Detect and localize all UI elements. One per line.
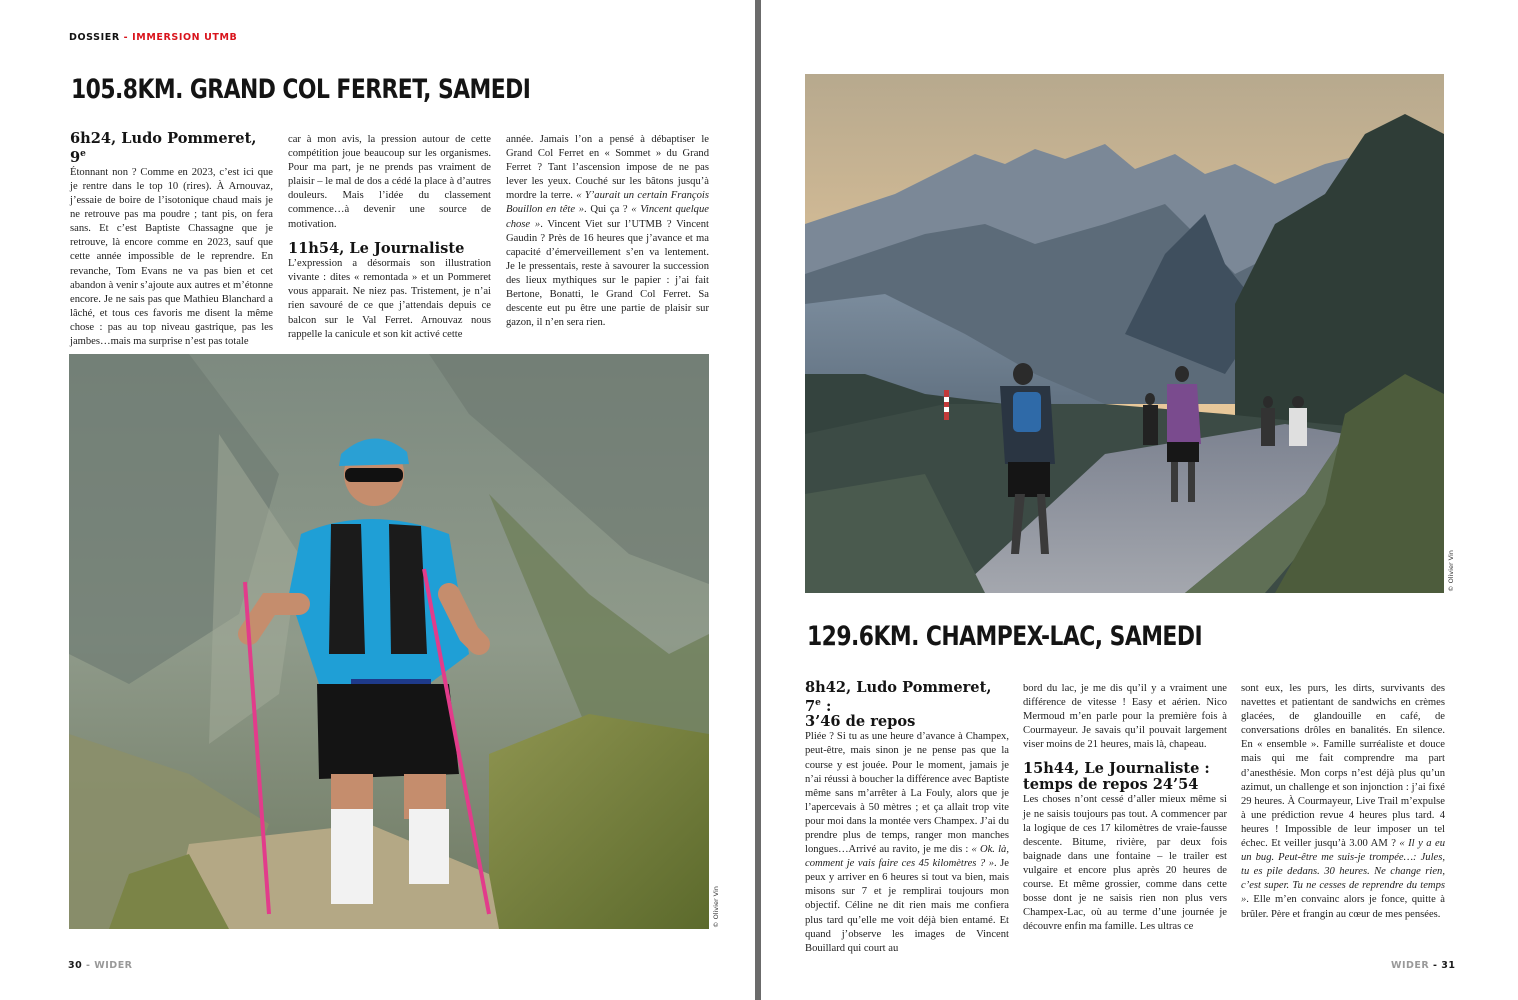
photo-credit: © Olivier Vin xyxy=(712,886,720,928)
article-column-1 xyxy=(70,131,273,349)
article-column-3 xyxy=(506,133,709,330)
body-text: Pliée ? Si tu as une heure d’avance à Champex, peut-être, mais sinon je ne pense pas que la course y est jouée. Pour le moment, jamais je n’ai réussi à boucher la différence avec Baptiste même sans m’arrêter à La Fouly, alors que je l’apercevais à 50 mètres ; et ça allait trop vite pour moi dans la montée vers Champex. J’ai du prendre plus de temps, ranger mon manches longues…Arrivé au ravito, je me dis : « Ok. là, comment je vais faire ces 45 kilomètres ? ». Je peux y arriver en 6 heures si tout va bien, mais misons sur 7 et je remplirai toujours mon objectif. Céline ne dit rien mais me confiera plus tard qu’elle me voit déjà bien entamé. Et quand j’observe les images de Vincent Bouillard qui court au xyxy=(805,731,1009,954)
body-text: L’expression a désormais son illustration vivante : dites « remontada » et un Pommeret vous apparait. Ne niez pas. Tristement, je n’ai rien savouré de ce que j’attendais depuis ce balcon sur le Val Ferret. Arnouvaz nous rappelle la canicule et son kit activé cette xyxy=(288,258,491,340)
body-text: Les choses n’ont cessé d’aller mieux même si je ne saisis toujours pas tout. A commencer par la logique de ces 17 kilomètres de vraie-fausse descente. Bitume, rivière, par deux fois baignade dans une fontaine – le trailer est vulgaire et encore plus après 20 heures de course. Et même grossier, comme dans cette bosse dont je ne saisis rien non plus vers Champex-Lac, où au terme d’une journée je découvre enfin ma famille. Les ultras ce xyxy=(1023,794,1227,933)
article-column-2 xyxy=(288,133,491,342)
article-column-3 xyxy=(1241,682,1445,922)
body-text: année. Jamais l’on a pensé à débaptiser le Grand Col Ferret en « Sommet » du Grand Ferret ? Tant l’ascension impose de ne pas lever les yeux. Couché sur les bâtons jusqu’à mordre la terre. « Y’aurait un certain François Bouillon en tête ». Qui ça ? « Vincent quelque chose ». Vincent Viet sur l’UTMB ? Vincent Gaudin ? Près de 16 heures que j’avance et ma capacité d’émerveillement s’en va lentement. Je le pressentais, reste à savourer la succession des lieux mythiques sur le papier : j’ai fait Bertone, Bonatti, le Grand Col Ferret. Sa descente eut pu être une partie de plaisir sur gazon, il n’en sera rien. xyxy=(506,134,709,329)
headline-champex-lac: 129.6KM. CHAMPEX-LAC, SAMEDI xyxy=(807,621,1203,652)
runner-photo xyxy=(69,354,709,929)
body-text: car à mon avis, la pression autour de cette compétition joue beaucoup sur les organismes. Pour ma part, je ne prends pas vraiment de plaisir – le mal de dos a cédé la place à d’autres douleurs. Mais l’idée du classement commence…à devenir une source de motivation. xyxy=(288,134,491,230)
kicker-section: DOSSIER xyxy=(69,32,120,43)
right-page xyxy=(761,0,1518,1000)
body-text: sont eux, les purs, les dirts, survivants des navettes et patientant de sandwichs en crèmes glacées, de glandouille en café, de conversations drôles en banalités. En silence. En « ensemble ». Famille surréaliste et douce mais qui me fait comprendre ma part d’anesthésie. Mon corps n’est déjà plus qu’un azimut, un challenge et son injonction : j’ai fixé 29 heures. À Courmayeur, Live Trail m’expulse à une prédiction revue 4 heures plus tard. 4 heures ! Impossible de leur imposer un tel échec. Et veiller jusqu’à 3.00 AM ? « Il y a eu un bug. Peut-être me suis-je trompée…: Jules, tu es pile dedans. 30 heures. Ne change rien, c’est super. Tu ne cesses de reprendre du temps ». Elle m’en convainc alors je fonce, quitte à brûler. Père et frangin au cœur de mes pensées. xyxy=(1241,683,1445,920)
section-kicker xyxy=(69,32,237,43)
body-text: bord du lac, je me dis qu’il y a vraiment une différence de vitesse ! Easy et aérien. Nico Mermoud m’en parle pour la première fois à Courmayeur. Je savais qu’il pouvait largement viser moins de 21 heures, mais là, chapeau. xyxy=(1023,683,1227,751)
subhead-journaliste-11h54: 11h54, Le Journaliste xyxy=(288,239,465,257)
subhead-journaliste-15h44: 15h44, Le Journaliste : temps de repos 24’54 xyxy=(1023,760,1210,793)
kicker-separator: - xyxy=(119,32,133,43)
article-column-2 xyxy=(1023,682,1227,934)
subhead-ludo-6h24: 6h24, Ludo Pommeret, 9e xyxy=(70,130,257,166)
page-folio-31: WIDER - 31 xyxy=(1391,960,1456,971)
left-page xyxy=(0,0,755,1000)
valley-trail-photo xyxy=(805,74,1444,593)
subhead-ludo-8h42: 8h42, Ludo Pommeret, 7e : 3’46 de repos xyxy=(805,679,992,730)
article-column-1 xyxy=(805,680,1009,956)
photo-credit: © Olivier Vin xyxy=(1447,550,1455,592)
body-text: Étonnant non ? Comme en 2023, c’est ici que je rentre dans le top 10 (rires). À Arnouvaz, j’essaie de boire de l’isotonique chaud mais je ne retrouve pas ma poudre ; tant pis, on fera sans. Et c’est Baptiste Chassagne que je retrouve, là encore comme en 2023, sauf que cette année impossible de le reprendre. En revanche, Tom Evans ne va pas bien et cet abandon à venir s’ajoute aux autres et m’étonne encore. Je ne sais pas que Mathieu Blanchard a lâché, et tous ces favoris me disent la même chose : pas au top niveau gastrique, pas les jambes…mais ma surprise n’est pas totale xyxy=(70,166,273,347)
headline-grand-col-ferret: 105.8KM. GRAND COL FERRET, SAMEDI xyxy=(71,74,531,105)
kicker-topic: IMMERSION UTMB xyxy=(132,32,238,43)
page-folio-30: 30 - WIDER xyxy=(68,960,133,971)
